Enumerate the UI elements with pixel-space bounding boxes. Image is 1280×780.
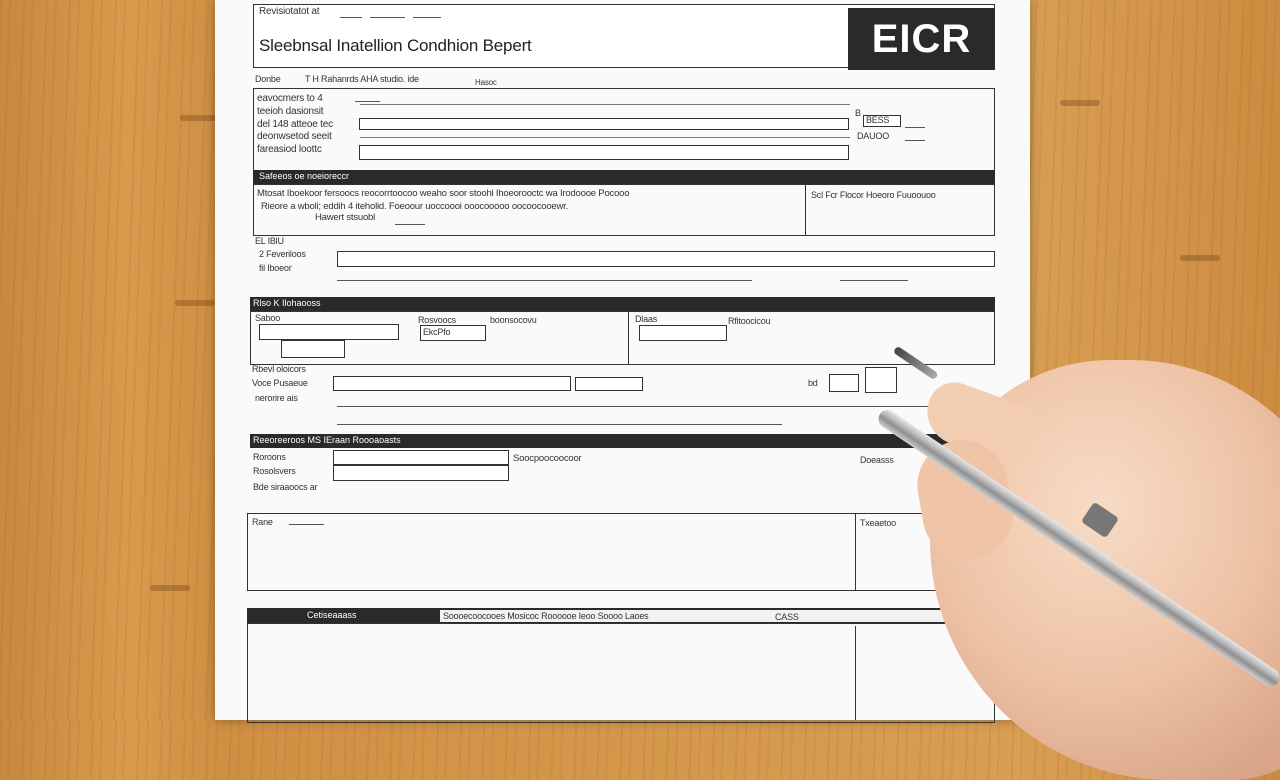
mid-label: EL IBlU — [255, 236, 284, 246]
section1-line: Mtosat Iboekoor fersoocs reocorrtoocoo weaho soor stoohl Ihoeorooctc wa Irodoooe Pocooo — [257, 188, 630, 199]
check-field[interactable] — [259, 324, 399, 340]
section3-label: Roroons — [253, 452, 286, 462]
cost-field[interactable] — [829, 374, 859, 392]
section3-mid: Soocpoocoocoor — [513, 453, 582, 464]
row-label: teeioh dasionsit — [257, 106, 324, 117]
cost-field[interactable] — [865, 367, 897, 393]
wood-grain — [1060, 100, 1100, 106]
section4-sub: Soooecoocooes Mosicoc Roooooe Ieoo Soooo Laoes — [443, 611, 649, 621]
check-field[interactable] — [281, 340, 345, 358]
wood-grain — [180, 115, 220, 121]
section3-label: Bde siraaoocs ar — [253, 482, 318, 492]
description-field[interactable] — [337, 251, 995, 267]
section2-box-text: EkcPfo — [423, 327, 451, 337]
rane-label: Rane — [252, 517, 273, 527]
date-field[interactable] — [639, 325, 727, 341]
side-label: B — [855, 108, 861, 118]
section3-title: Reeoreeroos MS IEraan Roooaoasts — [253, 435, 401, 445]
row-label: eavocmers to 4 — [257, 93, 323, 104]
form-title: Sleebnsal Inatellion Condhion Bepert — [259, 36, 532, 55]
mid-label: fil Iboeor — [259, 263, 292, 273]
signature-field[interactable] — [333, 450, 509, 465]
section2-sub: Rosvoocs — [418, 315, 456, 325]
wood-grain — [1180, 255, 1220, 261]
cost-label: Rbevl oloicors — [252, 364, 306, 374]
section1-line: Rieore a wboli; eddih 4 iteholid. Foeoour uoccoooi ooocooooo oocoocooewr. — [261, 201, 569, 212]
section1-side: Scl Fcr Flocor Hoeoro Fuuoouoo — [811, 190, 936, 200]
wood-grain — [175, 300, 215, 306]
eicr-logo: EICR — [848, 8, 995, 70]
section2-sub: Dlaas — [635, 314, 658, 324]
section4-title: Cetiseaaass — [307, 610, 357, 620]
section2-sub: Rfitoocicou — [728, 316, 771, 326]
section2-sub: boonsocovu — [490, 315, 537, 325]
mid-label: 2 Feveriloos — [259, 249, 306, 259]
cost-field[interactable] — [575, 377, 643, 391]
section-bar — [253, 170, 995, 184]
postcode-field[interactable] — [359, 145, 849, 160]
row-label: del 148 atteoe tec — [257, 119, 333, 130]
rane-side: Txeaetoo — [860, 518, 896, 528]
section4-sub: CASS — [775, 612, 799, 622]
client-label: Donbe — [255, 74, 281, 84]
row-label: fareasiod loottc — [257, 144, 322, 155]
section2-title: Rlso K Ilohaooss — [253, 298, 321, 308]
certificate-frame — [247, 623, 995, 723]
cost-field[interactable] — [333, 376, 571, 391]
section1-title: Safeeos oe noeioreccr — [259, 171, 350, 181]
side-label: DAUOO — [857, 131, 890, 141]
signature-field[interactable] — [333, 465, 509, 481]
section3-label: Rosolsvers — [253, 466, 296, 476]
section-bar — [250, 297, 995, 311]
section3-right: Doeasss — [860, 455, 894, 465]
cost-label: Voce Pusaeue — [252, 378, 308, 388]
header-small-text: Revisiotatot at — [259, 6, 320, 17]
section1-line: Hawert stsuobl — [315, 212, 376, 223]
cost-side: bd — [808, 378, 818, 388]
client-note: Hasoc — [475, 78, 497, 87]
client-text: T H Rahanrds AHA studio. ide — [305, 74, 419, 84]
section2-sub: Saboo — [255, 313, 281, 323]
address-field[interactable] — [359, 118, 849, 130]
wood-grain — [150, 585, 190, 591]
row-label: deonwsetod seeit — [257, 131, 332, 142]
cost-label: nerorire ais — [255, 393, 298, 403]
side-label: BESS — [866, 115, 890, 125]
